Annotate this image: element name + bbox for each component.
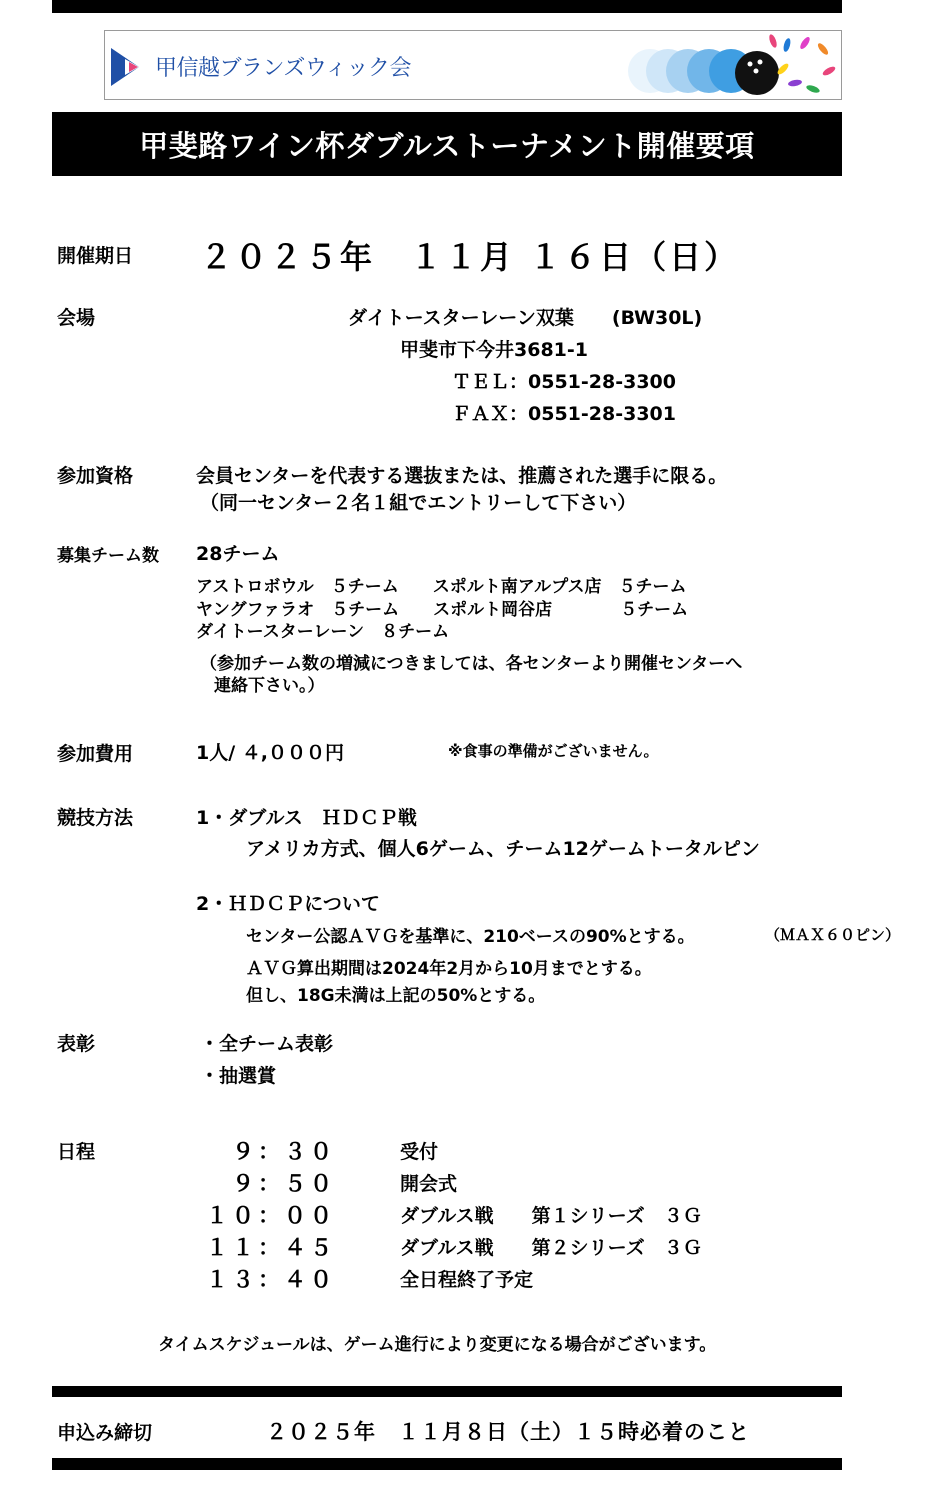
eligibility-text: 会員センターを代表する選抜または、推薦された選手に限る。 xyxy=(196,465,728,487)
deadline-value: ２０２５年 １１月８日（土）１５時必着のこと xyxy=(266,1420,750,1444)
event-date: ２０２５年 １１月 １６日（日） xyxy=(200,238,740,276)
method-item2-title: 2・ＨＤＣＰについて xyxy=(196,893,380,915)
teams-note: （参加チーム数の増減につきましては、各センターより開催センターへ xyxy=(200,654,743,674)
date-label: 開催期日 xyxy=(57,245,134,267)
teams-total: 28チーム xyxy=(196,543,280,565)
awards-label: 表彰 xyxy=(57,1033,96,1055)
teams-note-cont: 連絡下さい。） xyxy=(214,676,325,696)
method-label: 競技方法 xyxy=(57,807,134,829)
venue-fax: ＦＡＸ：0551-28-3301 xyxy=(452,403,676,425)
schedule-time: ９：５０ xyxy=(231,1172,336,1197)
schedule-time: １０：００ xyxy=(205,1204,336,1229)
schedule-event: 開会式 xyxy=(400,1173,458,1195)
schedule-event: ダブルス戦 第１シリーズ ３Ｇ xyxy=(400,1205,702,1227)
top-rule xyxy=(52,0,842,13)
avg-exception: 但し、18G未満は上記の50%とする。 xyxy=(246,986,546,1006)
fee-note: ※食事の準備がございません。 xyxy=(448,742,659,760)
method-item1-detail: アメリカ方式、個人6ゲーム、チーム12ゲームトータルピン xyxy=(246,838,760,860)
page-title: 甲斐路ワイン杯ダブルストーナメント開催要項 xyxy=(52,112,842,176)
triangle-arrow-icon xyxy=(111,48,139,86)
award-item: ・全チーム表彰 xyxy=(200,1033,334,1055)
teams-label: 募集チーム数 xyxy=(57,546,159,566)
venue-tel: ＴＥＬ：0551-28-3300 xyxy=(452,371,676,393)
schedule-time: １３：４０ xyxy=(205,1268,336,1293)
hdcp-rule: センター公認ＡＶＧを基準に、210ベースの90%とする。 xyxy=(246,927,695,947)
deadline-label: 申込み締切 xyxy=(57,1422,153,1444)
bowling-ball-pins-icon xyxy=(628,33,837,95)
venue-name: ダイトースターレーン双葉 (BW30L) xyxy=(348,307,703,329)
teams-row: ヤングファラオ ５チーム スポルト岡谷店 ５チーム xyxy=(196,600,689,620)
fee-label: 参加費用 xyxy=(57,743,134,765)
teams-row: ダイトースターレーン ８チーム xyxy=(196,622,450,642)
org-name: 甲信越ブランズウィック会 xyxy=(155,56,412,81)
schedule-label: 日程 xyxy=(57,1141,96,1163)
fee-value: 1人/ ４,０００円 xyxy=(196,742,344,764)
schedule-time: ９：３０ xyxy=(231,1140,336,1165)
deadline-top-rule xyxy=(52,1386,842,1397)
schedule-event: ダブルス戦 第２シリーズ ３Ｇ xyxy=(400,1237,702,1259)
avg-period: ＡＶＧ算出期間は2024年2月から10月までとする。 xyxy=(246,959,652,979)
deadline-bottom-rule xyxy=(52,1458,842,1470)
schedule-event: 受付 xyxy=(400,1141,439,1163)
award-item: ・抽選賞 xyxy=(200,1065,277,1087)
header-banner xyxy=(104,30,842,100)
method-item1-title: 1・ダブルス ＨＤＣＰ戦 xyxy=(196,807,417,829)
venue-address: 甲斐市下今井3681-1 xyxy=(400,339,588,361)
hdcp-max-note: （ＭＡＸ６０ピン） xyxy=(765,926,901,944)
venue-label: 会場 xyxy=(57,307,96,329)
schedule-event: 全日程終了予定 xyxy=(400,1269,534,1291)
eligibility-label: 参加資格 xyxy=(57,465,134,487)
schedule-note: タイムスケジュールは、ゲーム進行により変更になる場合がございます。 xyxy=(158,1335,717,1355)
schedule-time: １１：４５ xyxy=(205,1236,336,1261)
eligibility-note: （同一センター２名１組でエントリーして下さい） xyxy=(200,492,637,514)
teams-row: アストロボウル ５チーム スポルト南アルプス店 ５チーム xyxy=(196,577,687,597)
